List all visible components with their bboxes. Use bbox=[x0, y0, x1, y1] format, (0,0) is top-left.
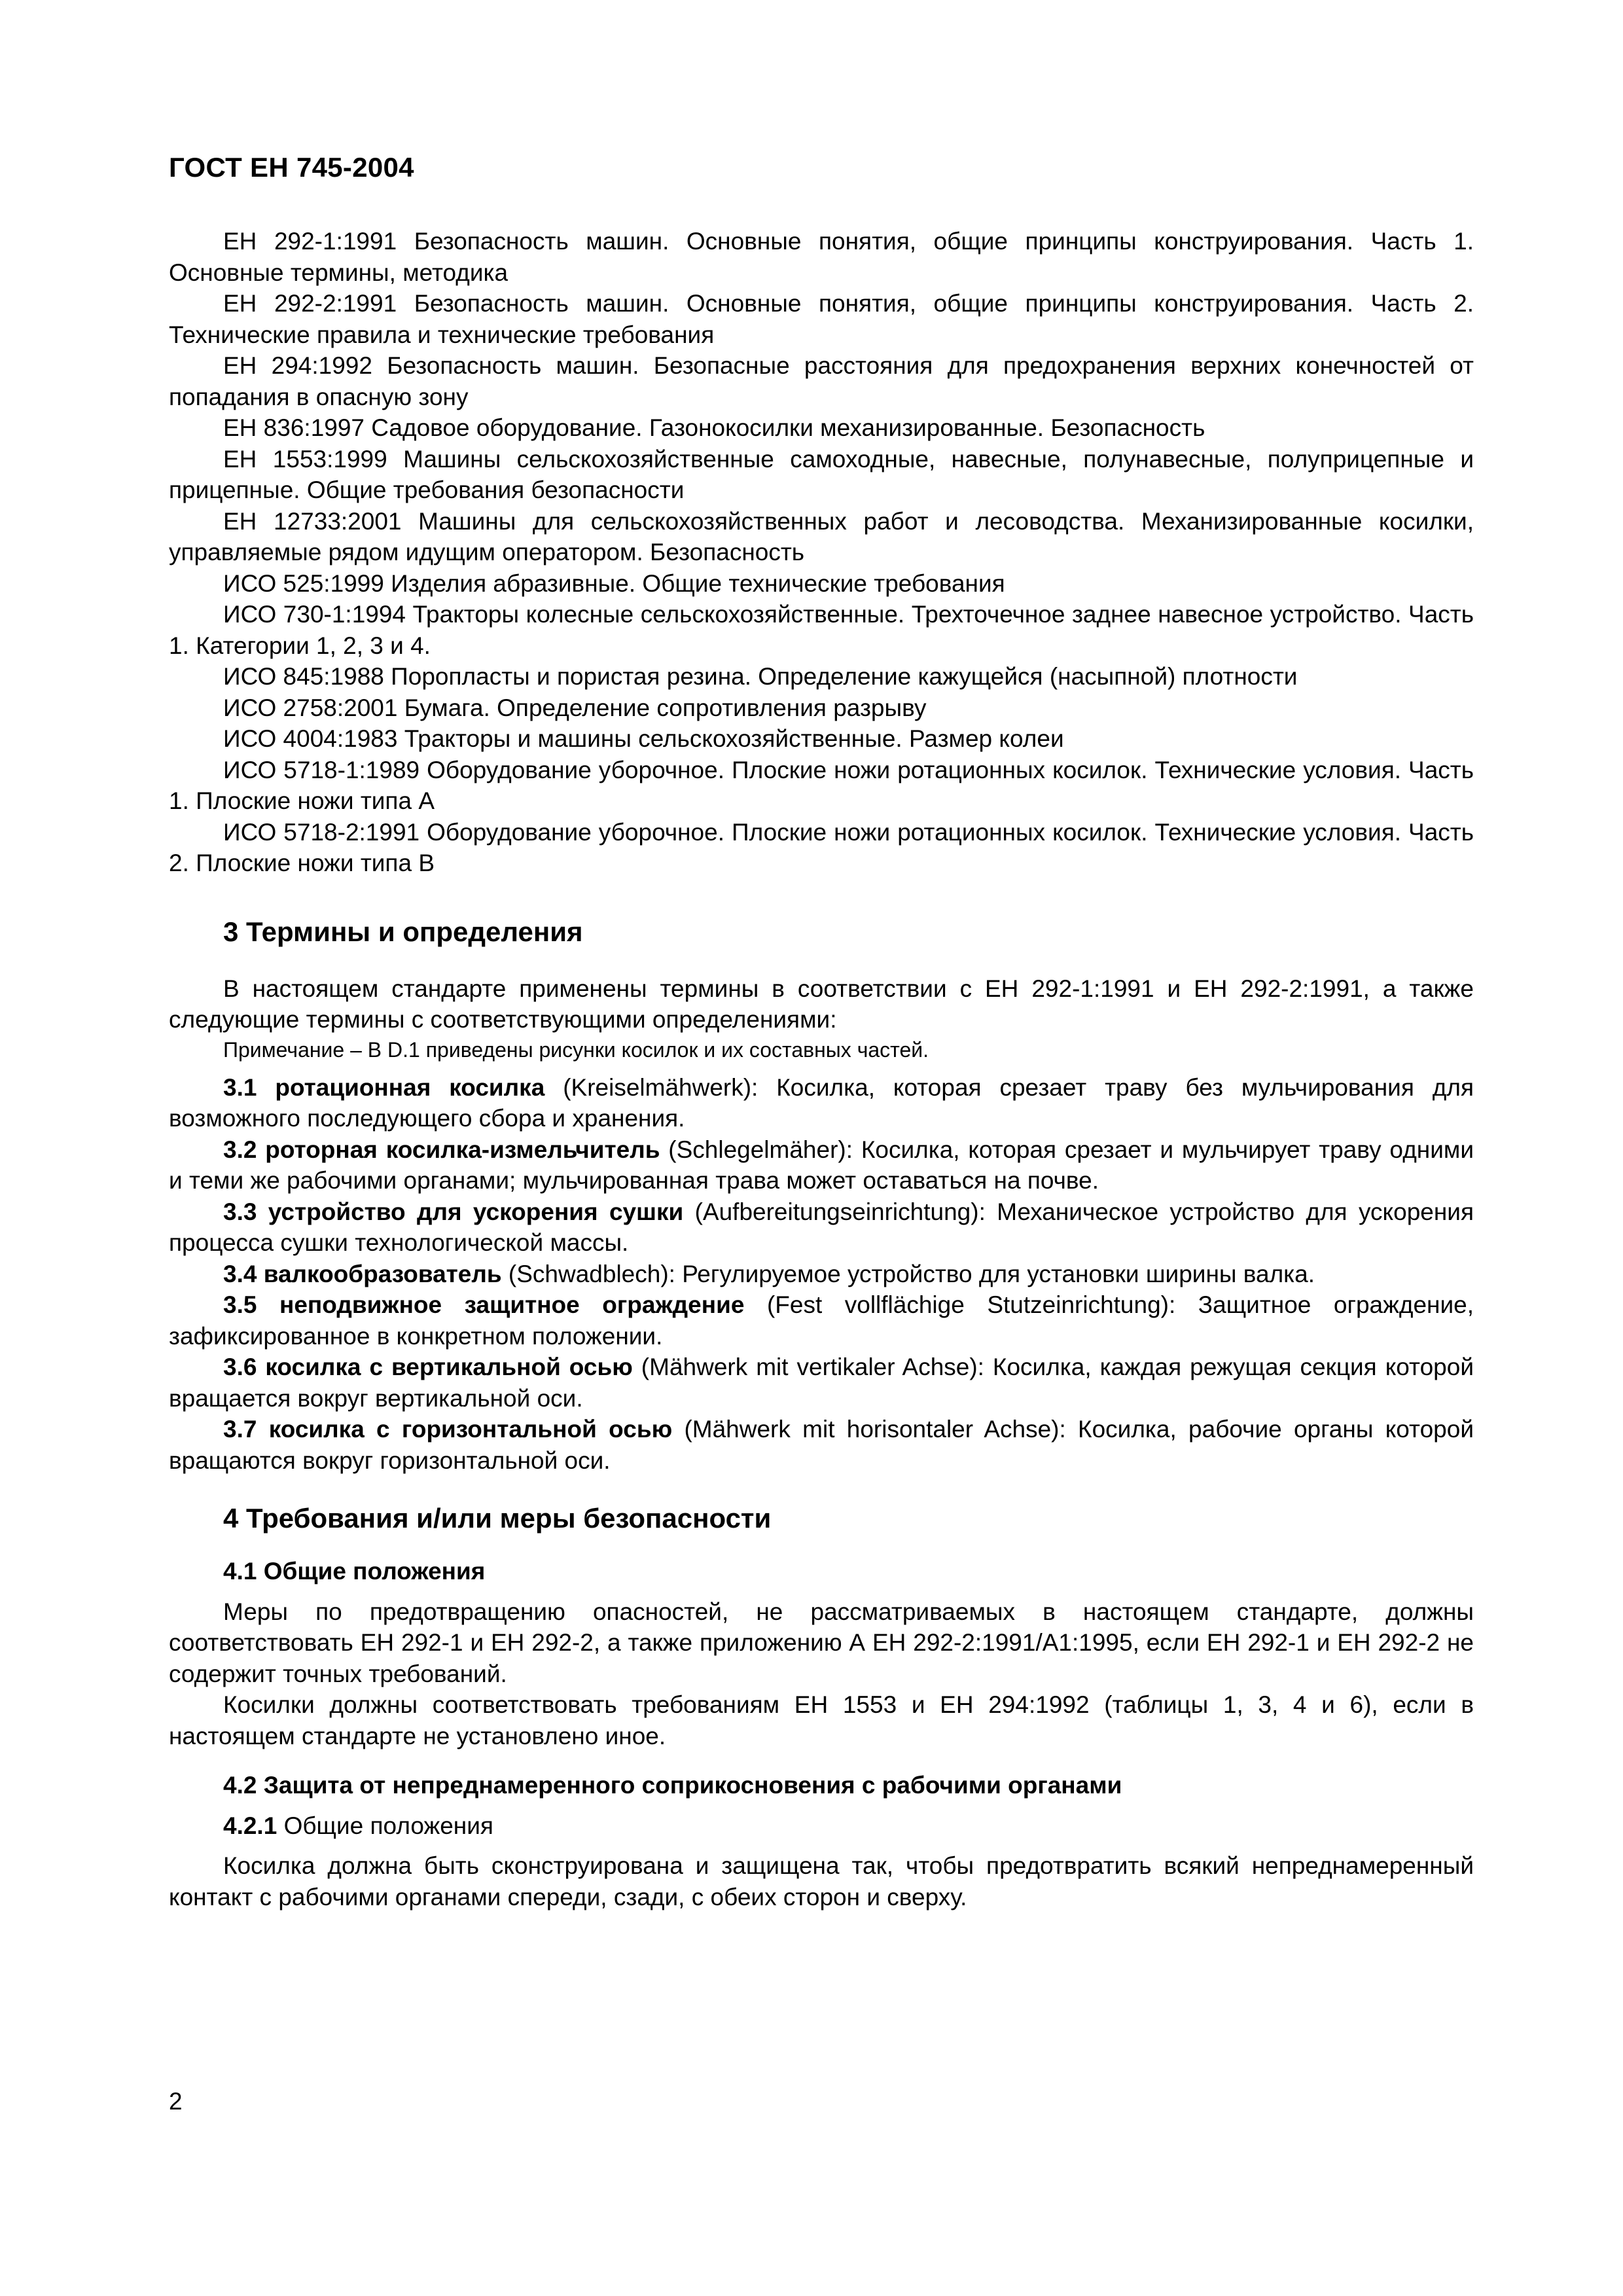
term-definition bbox=[169, 1072, 1474, 1134]
subsection-4-2-1-paragraph: Косилка должна быть сконструирована и защищена так, чтобы предотвратить всякий непреднамеренный контакт с рабочими органами спереди, сзади, с обеих сторон и сверху. bbox=[169, 1852, 1474, 1910]
subsection-title: Общие положения bbox=[277, 1812, 493, 1839]
reference-item: ЕН 294:1992 Безопасность машин. Безопасные расстояния для предохранения верхних конечностей от попадания в опасную зону bbox=[169, 352, 1474, 410]
section-3-note: Примечание – В D.1 приведены рисунки косилок и их составных частей. bbox=[223, 1037, 929, 1062]
term-name: 3.3 устройство для ускорения сушки bbox=[223, 1198, 684, 1225]
term-definition bbox=[169, 1414, 1474, 1476]
reference-item: ЕН 292-2:1991 Безопасность машин. Основные понятия, общие принципы конструирования. Часть 2. Технические правила и технические требования bbox=[169, 290, 1474, 348]
term-text: (Schwadblech): Регулируемое устройство для установки ширины валка. bbox=[501, 1260, 1315, 1287]
term-text: (Aufbereitungseinrichtung): Механическое устройство для ускорения процесса сушки технологической массы. bbox=[169, 1198, 1474, 1256]
term-definition bbox=[169, 1196, 1474, 1259]
reference-item: ЕН 1553:1999 Машины сельскохозяйственные самоходные, навесные, полунавесные, полуприцепные и прицепные. Общие требования безопасности bbox=[169, 445, 1474, 503]
subsection-4-1-paragraph: Меры по предотвращению опасностей, не рассматриваемых в настоящем стандарте, должны соответствовать ЕН 292-1 и ЕН 292-2, а также приложению А ЕН 292-2:1991/А1:1995, если ЕН 292-1 и ЕН 292-2 не содержит точных требований. bbox=[169, 1598, 1474, 1687]
term-definition bbox=[169, 1289, 1474, 1352]
section-3-heading: 3 Термины и определения bbox=[223, 916, 583, 947]
reference-item: ИСО 730-1:1994 Тракторы колесные сельскохозяйственные. Трехточечное заднее навесное устройство. Часть 1. Категории 1, 2, 3 и 4. bbox=[169, 601, 1474, 659]
terms-list bbox=[169, 1072, 1474, 1477]
reference-item: ЕН 292-1:1991 Безопасность машин. Основные понятия, общие принципы конструирования. Часть 1. Основные термины, методика bbox=[169, 228, 1474, 286]
term-definition bbox=[169, 1352, 1474, 1414]
normative-references-list bbox=[169, 226, 1474, 879]
term-text: (Mähwerk mit horisontaler Achse): Косилка, рабочие органы которой вращаются вокруг горизонтальной оси. bbox=[169, 1416, 1474, 1474]
term-text: (Fest vollflächige Stutzeinrichtung): Защитное ограждение, зафиксированное в конкретном положении. bbox=[169, 1291, 1474, 1350]
subsection-4-2-heading: 4.2 Защита от непреднамеренного соприкосновения с рабочими органами bbox=[223, 1772, 1122, 1799]
term-definition bbox=[169, 1134, 1474, 1196]
term-name: 3.4 валкообразователь bbox=[223, 1260, 502, 1287]
term-text: (Schlegelmäher): Косилка, которая срезает и мульчирует траву одними и теми же рабочими органами; мульчированная трава может оставаться на почве. bbox=[169, 1136, 1474, 1194]
subsection-4-1-heading: 4.1 Общие положения bbox=[223, 1558, 486, 1585]
reference-item: ИСО 5718-2:1991 Оборудование уборочное. Плоские ножи ротационных косилок. Технические условия. Часть 2. Плоские ножи типа В bbox=[169, 818, 1474, 876]
reference-item: ИСО 525:1999 Изделия абразивные. Общие технические требования bbox=[223, 569, 1005, 597]
term-name: 3.7 косилка с горизонтальной осью bbox=[223, 1416, 673, 1443]
term-name: 3.1 ротационная косилка bbox=[223, 1073, 545, 1101]
standard-header: ГОСТ ЕН 745-2004 bbox=[169, 152, 414, 183]
reference-item: ИСО 4004:1983 Тракторы и машины сельскохозяйственные. Размер колеи bbox=[223, 725, 1064, 752]
term-name: 3.2 роторная косилка-измельчитель bbox=[223, 1136, 660, 1163]
section-4-heading: 4 Требования и/или меры безопасности bbox=[223, 1503, 772, 1534]
reference-item: ИСО 5718-1:1989 Оборудование уборочное. Плоские ножи ротационных косилок. Технические условия. Часть 1. Плоские ножи типа А bbox=[169, 756, 1474, 814]
reference-item: ЕН 836:1997 Садовое оборудование. Газонокосилки механизированные. Безопасность bbox=[223, 414, 1205, 441]
term-text: (Mähwerk mit vertikaler Achse): Косилка, каждая режущая секция которой вращается вокруг вертикальной оси. bbox=[169, 1354, 1474, 1412]
page-content bbox=[169, 226, 1474, 1912]
term-name: 3.6 косилка с вертикальной осью bbox=[223, 1354, 633, 1380]
reference-item: ЕН 12733:2001 Машины для сельскохозяйственных работ и лесоводства. Механизированные косилки, управляемые рядом идущим оператором. Безопасность bbox=[169, 507, 1474, 565]
subsection-number: 4.2.1 bbox=[223, 1812, 277, 1839]
reference-item: ИСО 845:1988 Поропласты и пористая резина. Определение кажущейся (насыпной) плотности bbox=[223, 663, 1298, 690]
reference-item: ИСО 2758:2001 Бумага. Определение сопротивления разрыву bbox=[223, 694, 927, 721]
section-3-intro: В настоящем стандарте применены термины в соответствии с ЕН 292-1:1991 и ЕН 292-2:1991, а также следующие термины с соответствующими определениями: bbox=[169, 975, 1474, 1033]
subsection-4-2-1-heading bbox=[169, 1810, 1474, 1842]
subsection-4-1-paragraph: Косилки должны соответствовать требованиям ЕН 1553 и ЕН 294:1992 (таблицы 1, 3, 4 и 6), если в настоящем стандарте не установлено иное. bbox=[169, 1691, 1474, 1749]
term-definition bbox=[169, 1259, 1474, 1290]
term-text: (Kreiselmähwerk): Косилка, которая срезает траву без мульчирования для возможного последующего сбора и хранения. bbox=[169, 1073, 1474, 1132]
page-number: 2 bbox=[169, 2088, 183, 2115]
term-name: 3.5 неподвижное защитное ограждение bbox=[223, 1291, 745, 1318]
